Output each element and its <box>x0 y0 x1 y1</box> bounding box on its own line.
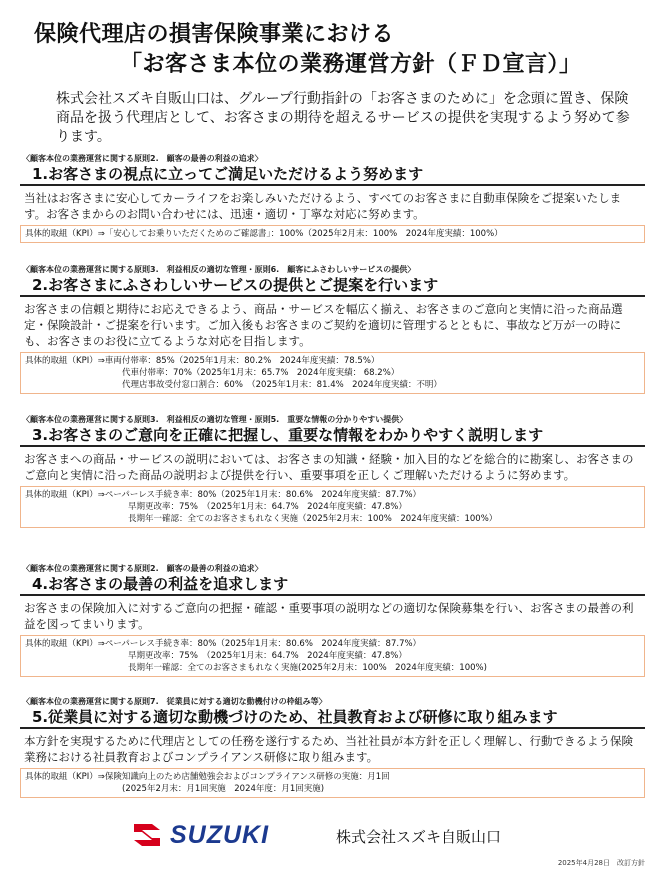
page-title-line2: 「お客さま本位の業務運営方針（ＦＤ宣言）」 <box>120 52 582 77</box>
section-body: お客さまの信頼と期待にお応えできるよう、商品・サービスを幅広く揃え、お客さまのご意向と実情に沿った商品選定・保険設計・ご提案を行います。ご加入後もお客さまのご契約を適切に管理するとともに、事故など万が一の時にも、お客さまのお役に立てるような対応を目指します。 <box>24 302 623 348</box>
kpi-line: 早期更改率：75% （2025年1月末：64.7% 2024年度実績：47.8%） <box>128 651 407 661</box>
section-1 <box>20 153 645 243</box>
section-heading: 3.お客さまのご意向を正確に把握し、重要な情報をわかりやすく説明します <box>20 425 645 447</box>
section-5 <box>20 696 645 798</box>
kpi-line: 長期年一確認：全てのお客さまもれなく実施（2025年2月末：100% 2024年度実績：100%） <box>128 514 498 524</box>
kpi-line: 具体的取組（KPI）⇒保険知識向上のため店舗勉強会およびコンプライアンス研修の実施：月1回 <box>25 772 390 782</box>
section-principle: 〈顧客本位の業務運営に関する原則3. 利益相反の適切な管理・原則5. 重要な情報の分かりやすい提供〉 <box>22 415 408 424</box>
page-title-line1: 保険代理店の損害保険事業における <box>34 22 395 47</box>
company-name: 株式会社スズキ自販山口 <box>336 828 502 846</box>
section-heading: 4.お客さまの最善の利益を追求します <box>20 574 645 596</box>
section-principle: 〈顧客本位の業務運営に関する原則2. 顧客の最善の利益の追求〉 <box>22 564 263 573</box>
section-2 <box>20 264 645 394</box>
section-body: お客さまの保険加入に対するご意向の把握・確認・重要事項の説明などの適切な保険募集を行い、お客さまの最善の利益を図ってまいります。 <box>24 601 634 631</box>
kpi-line: 具体的取組（KPI）⇒ペーパーレス手続き率：80%（2025年1月末：80.6% 2024年度実績：87.7%） <box>25 490 422 500</box>
kpi-line: 具体的取組（KPI）⇒「安心してお乗りいただくためのご確認書」：100%（2025年2月末：100% 2024年度実績：100%） <box>25 229 503 239</box>
kpi-line: 長期年一確認：全てのお客さまもれなく実施(2025年2月末：100% 2024年度実績：100%) <box>128 663 487 673</box>
kpi-line: 具体的取組（KPI）⇒車両付帯率：85%（2025年1月末：80.2% 2024年度実績：78.5%） <box>25 356 380 366</box>
section-principle: 〈顧客本位の業務運営に関する原則2. 顧客の最善の利益の追求〉 <box>22 154 263 163</box>
kpi-box <box>20 225 645 243</box>
kpi-line: (2025年2月末：月1回実施 2024年度：月1回実施) <box>122 784 325 794</box>
section-3 <box>20 414 645 528</box>
section-principle: 〈顧客本位の業務運営に関する原則7. 従業員に対する適切な動機付けの枠組み等〉 <box>22 697 327 706</box>
intro-paragraph: 株式会社スズキ自販山口は、グループ行動指針の「お客さまのために」を念頭に置き、保険商品を扱う代理店として、お客さまの期待を超えるサービスの提供を実現するよう努めて参ります。 <box>56 91 630 145</box>
kpi-line: 具体的取組（KPI）⇒ペーパーレス手続き率：80%（2025年1月末：80.6% 2024年度実績：87.7%） <box>25 639 422 649</box>
section-heading: 1.お客さまの視点に立ってご満足いただけるよう努めます <box>20 164 645 186</box>
section-principle: 〈顧客本位の業務運営に関する原則3. 利益相反の適切な管理・原則6. 顧客にふさわしいサービスの提供〉 <box>22 265 416 274</box>
kpi-box <box>20 768 645 798</box>
revision-date: 2025年4月28日 改訂方針 <box>557 859 645 867</box>
section-heading: 2.お客さまにふさわしいサービスの提供とご提案を行います <box>20 275 645 297</box>
section-4 <box>20 563 645 677</box>
kpi-line: 早期更改率：75% （2025年1月末：64.7% 2024年度実績：47.8%） <box>128 502 407 512</box>
kpi-line: 代理店事故受付窓口割合：60% （2025年1月末：81.4% 2024年度実績：不明） <box>122 380 442 390</box>
kpi-line: 代車付帯率：70%（2025年1月末：65.7% 2024年度実績： 68.2%） <box>122 368 400 378</box>
suzuki-s-icon <box>130 818 164 852</box>
page-title <box>34 20 634 80</box>
section-heading: 5.従業員に対する適切な動機づけのため、社員教育および研修に取り組みます <box>20 707 645 729</box>
suzuki-logo <box>130 818 269 852</box>
kpi-box <box>20 352 645 394</box>
section-body: 本方針を実現するために代理店としての任務を遂行するため、当社社員が本方針を正しく理解し、行動できるよう保険業務における社員教育およびコンプライアンス研修に取り組みます。 <box>24 734 634 764</box>
kpi-box <box>20 486 645 528</box>
brand-wordmark: SUZUKI <box>170 820 270 849</box>
section-body: お客さまへの商品・サービスの説明においては、お客さまの知識・経験・加入目的などを総合的に勘案し、お客さまのご意向と実情に沿った商品の説明および提供を行い、重要事項を正しくご理解いただけるように努めます。 <box>24 452 634 482</box>
section-body: 当社はお客さまに安心してカーライフをお楽しみいただけるよう、すべてのお客さまに自動車保険をご提案いたします。お客さまからのお問い合わせには、迅速・適切・丁寧な対応に努めます。 <box>24 191 622 221</box>
kpi-box <box>20 635 645 677</box>
